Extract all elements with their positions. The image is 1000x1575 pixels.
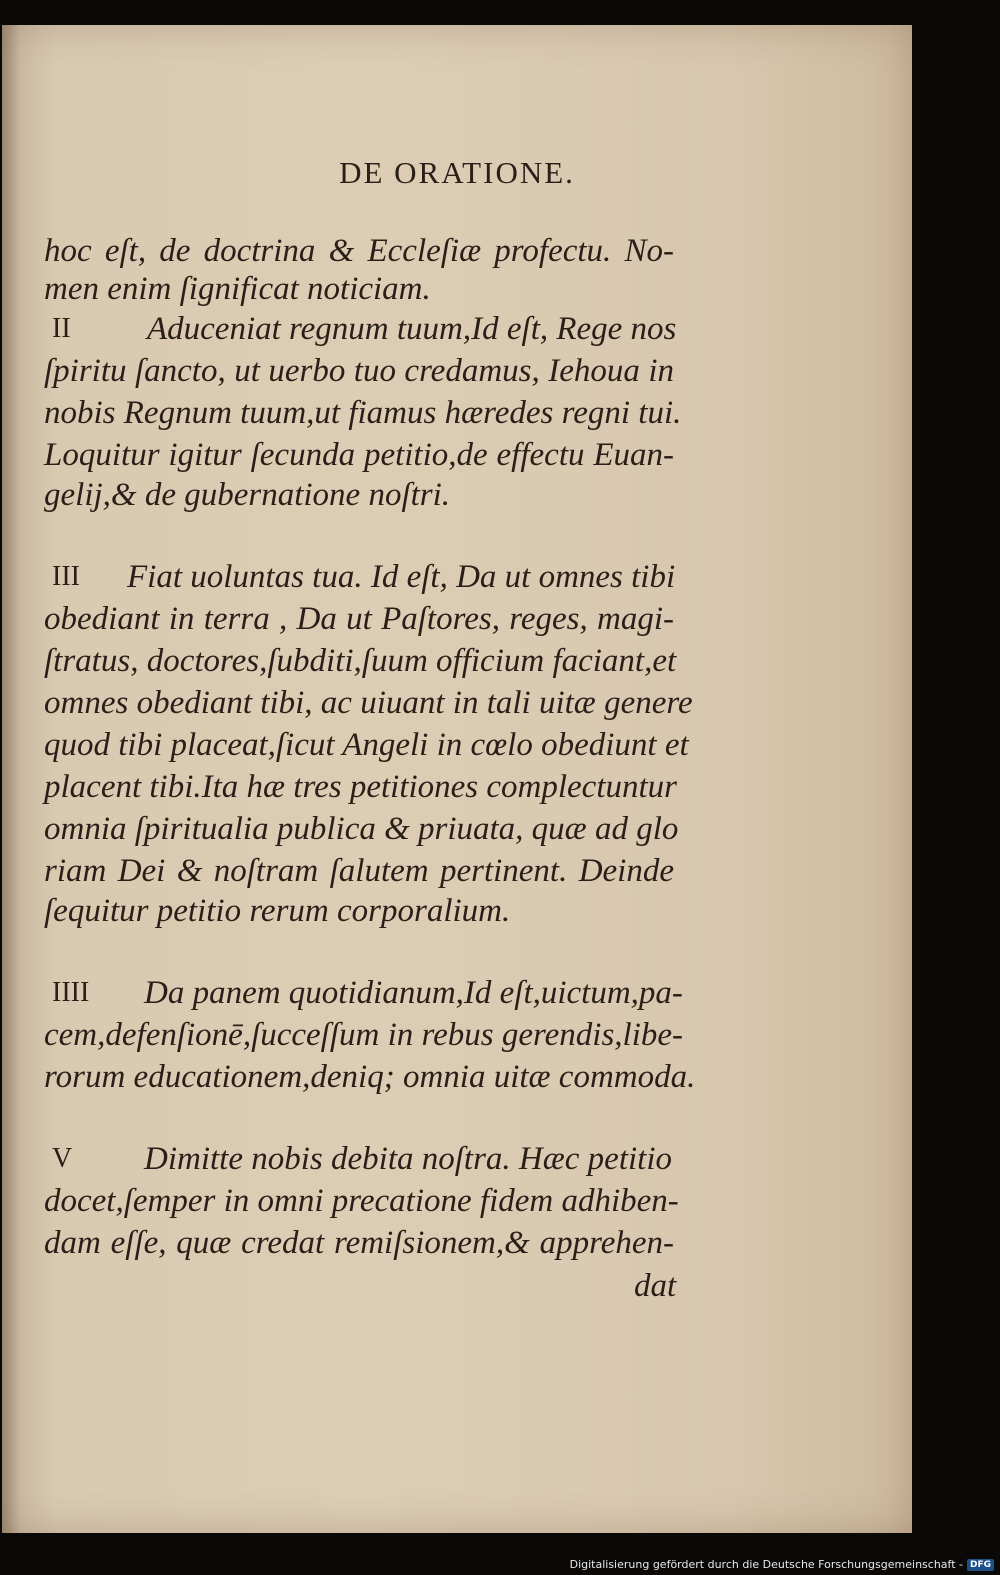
book-page bbox=[2, 25, 912, 1533]
text-line: ſtratus, doctores,ſubditi,ſuum officium faciant,et bbox=[44, 643, 677, 679]
text-line: men enim ſignificat noticiam. bbox=[44, 271, 431, 307]
text-line: omnia ſpiritualia publica & priuata, quæ ad glo bbox=[44, 811, 679, 847]
digitization-credit bbox=[570, 1558, 994, 1571]
credit-text: Digitalisierung gefördert durch die Deutsche Forschungsgemeinschaft - bbox=[569, 1558, 963, 1571]
text-line: quod tibi placeat,ſicut Angeli in cœlo obediunt et bbox=[44, 727, 689, 763]
text-line: hoc eſt, de doctrina & Eccleſiæ profectu. No- bbox=[44, 233, 674, 269]
text-line: Dimitte nobis debita noſtra. Hæc petitio bbox=[144, 1141, 672, 1177]
text-line: rorum educationem,deniq; omnia uitæ commoda. bbox=[44, 1059, 696, 1095]
text-line: ſequitur petitio rerum corporalium. bbox=[44, 893, 511, 929]
dfg-logo: DFG bbox=[967, 1559, 994, 1571]
petition-numeral: IIII bbox=[52, 977, 90, 1008]
text-line: Fiat uoluntas tua. Id eſt, Da ut omnes tibi bbox=[127, 559, 676, 595]
text-line: Loquitur igitur ſecunda petitio,de effectu Euan- bbox=[44, 437, 674, 473]
text-line: Da panem quotidianum,Id eſt,uictum,pa- bbox=[144, 975, 683, 1011]
text-line: dam eſſe, quæ credat remiſsionem,& apprehen- bbox=[44, 1225, 674, 1261]
text-line: riam Dei & noſtram ſalutem pertinent. Deinde bbox=[44, 853, 674, 889]
text-line: ſpiritu ſancto, ut uerbo tuo credamus, Iehoua in bbox=[44, 353, 674, 389]
catchword: dat bbox=[634, 1268, 677, 1304]
text-line: obediant in terra , Da ut Paſtores, reges, magi- bbox=[44, 601, 674, 637]
text-line: omnes obediant tibi, ac uiuant in tali uitæ genere bbox=[44, 685, 693, 721]
text-line: Aduceniat regnum tuum,Id eſt, Rege nos bbox=[147, 311, 677, 347]
text-line: cem,defenſionē,ſucceſſum in rebus gerendis,libe- bbox=[44, 1017, 684, 1053]
text-line: gelij,& de gubernatione noſtri. bbox=[44, 477, 451, 513]
text-line: nobis Regnum tuum,ut fiamus hæredes regni tui. bbox=[44, 395, 682, 431]
petition-numeral: III bbox=[52, 561, 80, 592]
running-head: DE ORATIONE. bbox=[339, 155, 575, 190]
text-line: docet,ſemper in omni precatione fidem adhiben- bbox=[44, 1183, 679, 1219]
page-gutter-shadow bbox=[2, 25, 20, 1533]
petition-numeral: II bbox=[52, 313, 71, 344]
petition-numeral: V bbox=[52, 1143, 73, 1174]
text-line: placent tibi.Ita hæ tres petitiones complectuntur bbox=[44, 769, 678, 805]
